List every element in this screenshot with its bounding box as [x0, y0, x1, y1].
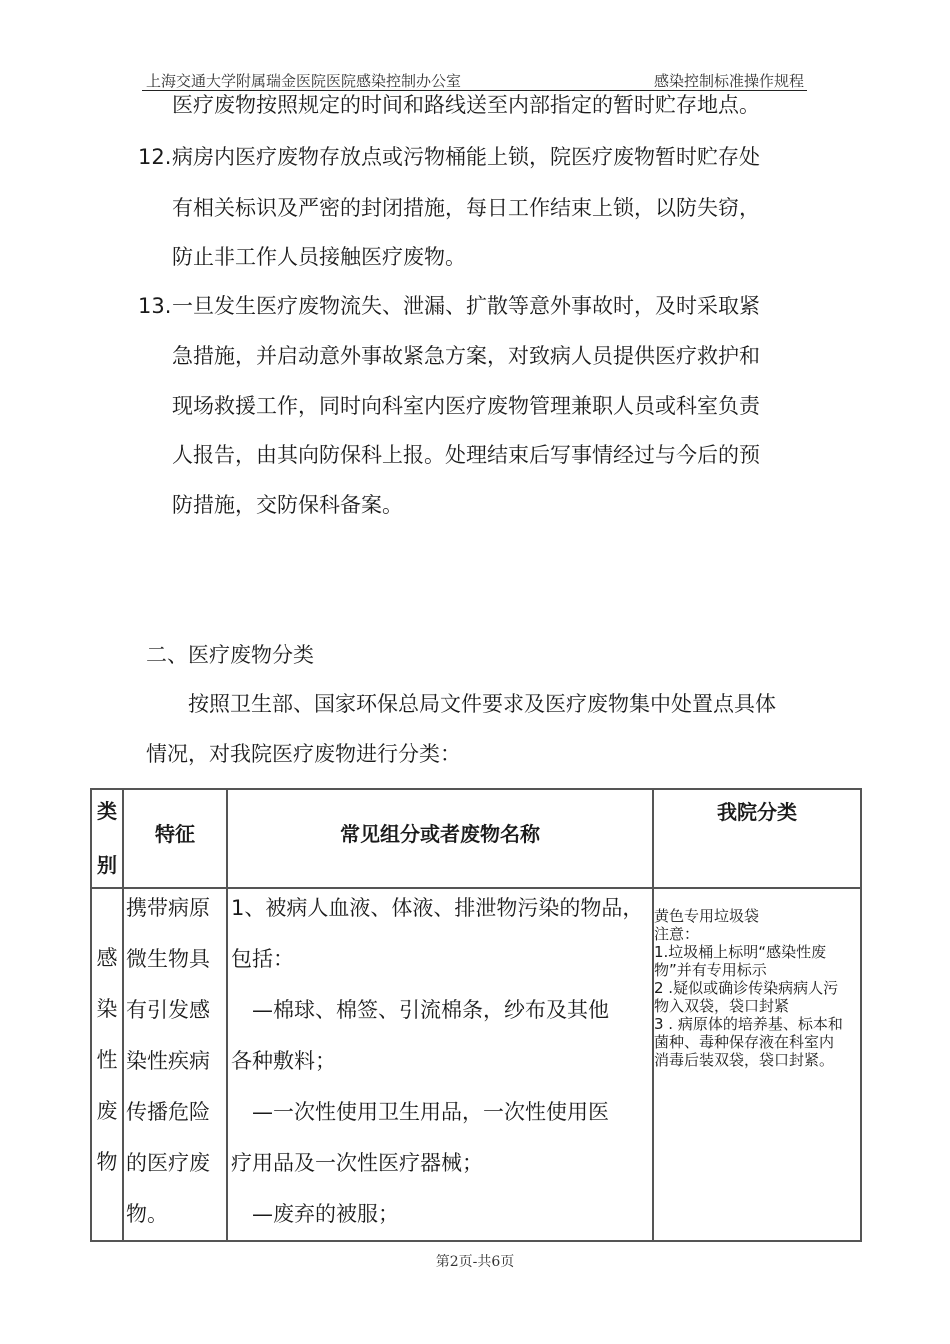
header-left-text: 上海交通大学附属瑞金医院医院感染控制办公室 [146, 72, 462, 90]
waste-classification-table [90, 788, 862, 1242]
classification-line: 注意： [654, 925, 700, 943]
table-row [91, 888, 861, 1241]
item-12-line: 防止非工作人员接触医疗废物。 [172, 245, 466, 269]
components-cell [227, 888, 653, 1241]
header-feature [123, 789, 227, 888]
feature-line: 传播危险 [126, 1100, 210, 1124]
component-line: 疗用品及一次性医疗器械； [231, 1151, 483, 1175]
component-line: —棉球、棉签、引流棉条，纱布及其他 [231, 998, 609, 1022]
table-header-row [91, 789, 861, 888]
feature-line: 物。 [126, 1202, 168, 1226]
classification-line: 1.垃圾桶上标明“感染性废 [654, 943, 827, 961]
header-classification-text: 我院分类 [717, 800, 797, 824]
classification-cell [653, 888, 861, 1241]
header-right-text: 感染控制标准操作规程 [653, 72, 804, 90]
category-char: 废 [96, 1099, 118, 1123]
header-category-line1: 类 [97, 799, 117, 823]
header-components [227, 789, 653, 888]
feature-line: 携带病原 [126, 896, 210, 920]
item-13-line: 急措施，并启动意外事故紧急方案，对致病人员提供医疗救护和 [172, 344, 760, 368]
item-13-line: 一旦发生医疗废物流失、泄漏、扩散等意外事故时，及时采取紧 [172, 294, 760, 318]
header-category-line2: 别 [97, 853, 117, 877]
section-intro-line: 情况，对我院医疗废物进行分类： [146, 742, 461, 766]
header-components-text: 常见组分或者废物名称 [340, 822, 540, 846]
feature-cell [123, 888, 227, 1241]
section-intro-line: 按照卫生部、国家环保总局文件要求及医疗废物集中处置点具体 [188, 692, 776, 716]
feature-line: 有引发感 [126, 998, 210, 1022]
feature-line: 的医疗废 [126, 1151, 210, 1175]
classification-line: 物入双袋，袋口封紧 [654, 997, 790, 1015]
item-12-line: 有相关标识及严密的封闭措施，每日工作结束上锁，以防失窃， [172, 196, 760, 220]
component-line: 包括： [231, 947, 294, 971]
classification-line: 3 . 病原体的培养基、标本和 [654, 1015, 843, 1033]
component-line: 1、被病人血液、体液、排泄物污染的物品， [231, 896, 644, 920]
category-cell [91, 888, 123, 1241]
page-footer: 第2页-共6页 [435, 1254, 515, 1270]
header-category [91, 789, 123, 888]
category-char: 染 [96, 997, 118, 1021]
item-13-line: 防措施，交防保科备案。 [172, 493, 403, 517]
item-12-number: 12. [138, 145, 172, 169]
category-char: 物 [96, 1150, 118, 1174]
header-classification [653, 789, 861, 888]
classification-line: 2 .疑似或确诊传染病病人污 [654, 979, 839, 997]
feature-line: 微生物具 [126, 947, 210, 971]
item-13-line: 人报告，由其向防保科上报。处理结束后写事情经过与今后的预 [172, 443, 760, 467]
component-line: —废弃的被服； [231, 1202, 399, 1226]
classification-line: 菌种、毒种保存液在科室内 [654, 1033, 835, 1051]
classification-line: 黄色专用垃圾袋 [654, 907, 760, 925]
category-char: 性 [96, 1048, 118, 1072]
feature-line: 染性疾病 [126, 1049, 210, 1073]
header-feature-text: 特征 [155, 822, 195, 846]
item-13-number: 13. [138, 294, 172, 318]
component-line: —一次性使用卫生用品，一次性使用医 [231, 1100, 609, 1124]
item-13-line: 现场救援工作，同时向科室内医疗废物管理兼职人员或科室负责 [172, 394, 760, 418]
section-title: 二、医疗废物分类 [146, 643, 314, 667]
paragraph-continuation: 医疗废物按照规定的时间和路线送至内部指定的暂时贮存地点。 [172, 93, 760, 117]
item-12-line: 病房内医疗废物存放点或污物桶能上锁，院医疗废物暂时贮存处 [172, 145, 760, 169]
classification-line: 物”并有专用标示 [654, 961, 767, 979]
category-char: 感 [96, 946, 118, 970]
classification-line: 消毒后装双袋，袋口封紧。 [654, 1051, 835, 1069]
component-line: 各种敷料； [231, 1049, 336, 1073]
